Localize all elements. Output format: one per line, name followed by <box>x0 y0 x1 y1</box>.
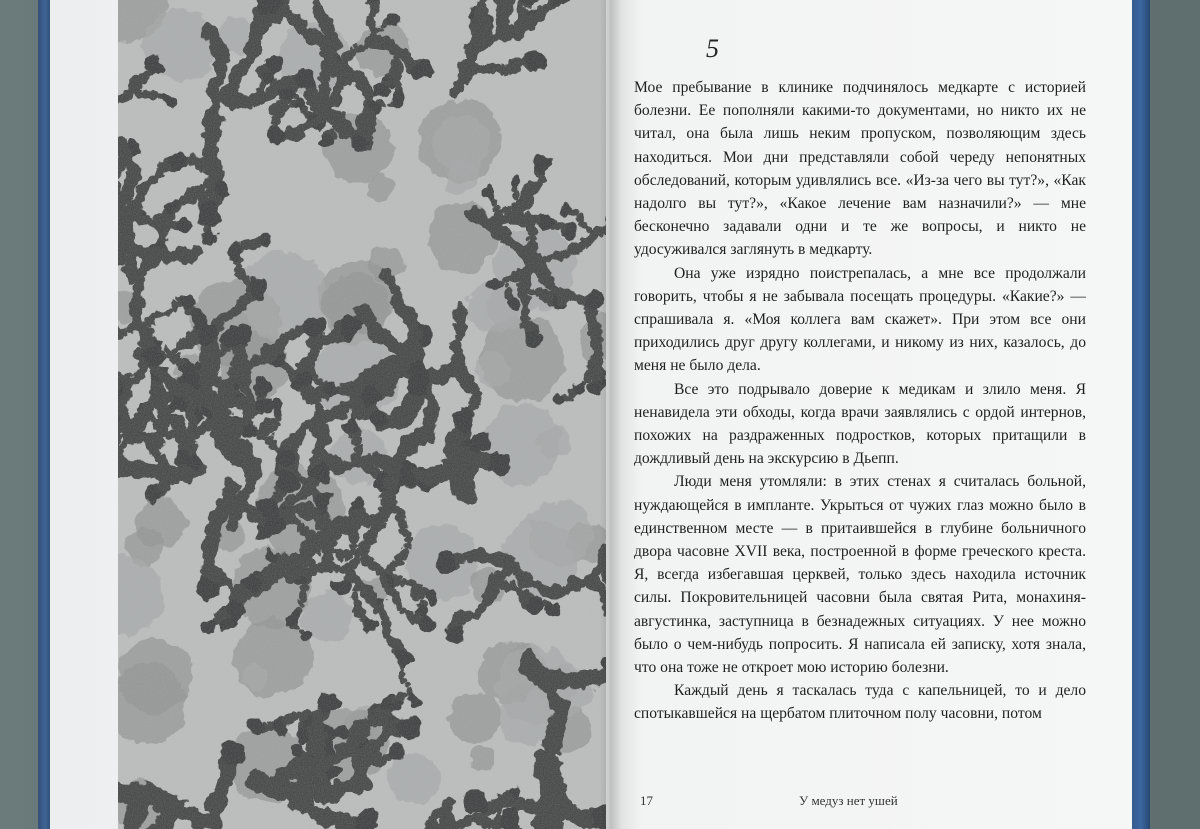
chapter-number: 5 <box>706 34 719 63</box>
page-number: 17 <box>640 793 653 808</box>
book-gutter <box>600 0 622 829</box>
illustration <box>118 0 606 829</box>
branching-pattern-image <box>118 0 606 829</box>
chapter-text <box>634 76 1086 726</box>
paragraph: Люди меня утомляли: в этих стенах я считалась больной, нуждающейся в импланте. Укрыться от чужих глаз можно было в единственном месте — в притаившейся в глубине больничного двора часовне XVII века, построенной в форме греческого креста. Я, всегда избегавшая церквей, только здесь находила источник силы. Покровительницей часовни была святая Рита, монахиня-августинка, заступница в безнадежных ситуациях. У нее можно было о чем-нибудь попросить. Я написала ей записку, хотя знала, что она тоже не откроет мою историю болезни. <box>634 473 1086 677</box>
paragraph: Она уже изрядно поистрепалась, а мне все продолжали говорить, чтобы я не забывала посещать процедуры. «Какие?» — спрашивала я. «Моя коллега вам скажет». При этом все они приходились друг другу коллегами, и никому из них, казалось, до меня не было дела. <box>634 264 1086 375</box>
paragraph: Каждый день я таскалась туда с капельницей, то и дело спотыкавшейся на щербатом плиточном полу часовни, потом <box>634 682 1086 723</box>
paragraph: Мое пребывание в клинике подчинялось медкарте с историей болезни. Ее пополняли какими-то документами, но никто их не читал, она была лишь неким пропуском, позволяющим здесь находиться. Мои дни представляли собой череду непонятных обследований, которым удивлялись все. «Из-за чего вы тут?», «Как надолго вы тут?», «Какое лечение вам назначили?» — мне бесконечно задавали одни и те же вопросы, и никто не удосуживался заглянуть в медкарту. <box>634 79 1086 259</box>
running-title: У медуз нет ушей <box>799 793 898 808</box>
paragraph: Все это подрывало доверие к медикам и злило меня. Я ненавидела эти обходы, когда врачи заявлялись с ордой интернов, похожих на раздраженных подростков, которых притащили в дождливый день на экскурсию в Дьепп. <box>634 380 1086 468</box>
